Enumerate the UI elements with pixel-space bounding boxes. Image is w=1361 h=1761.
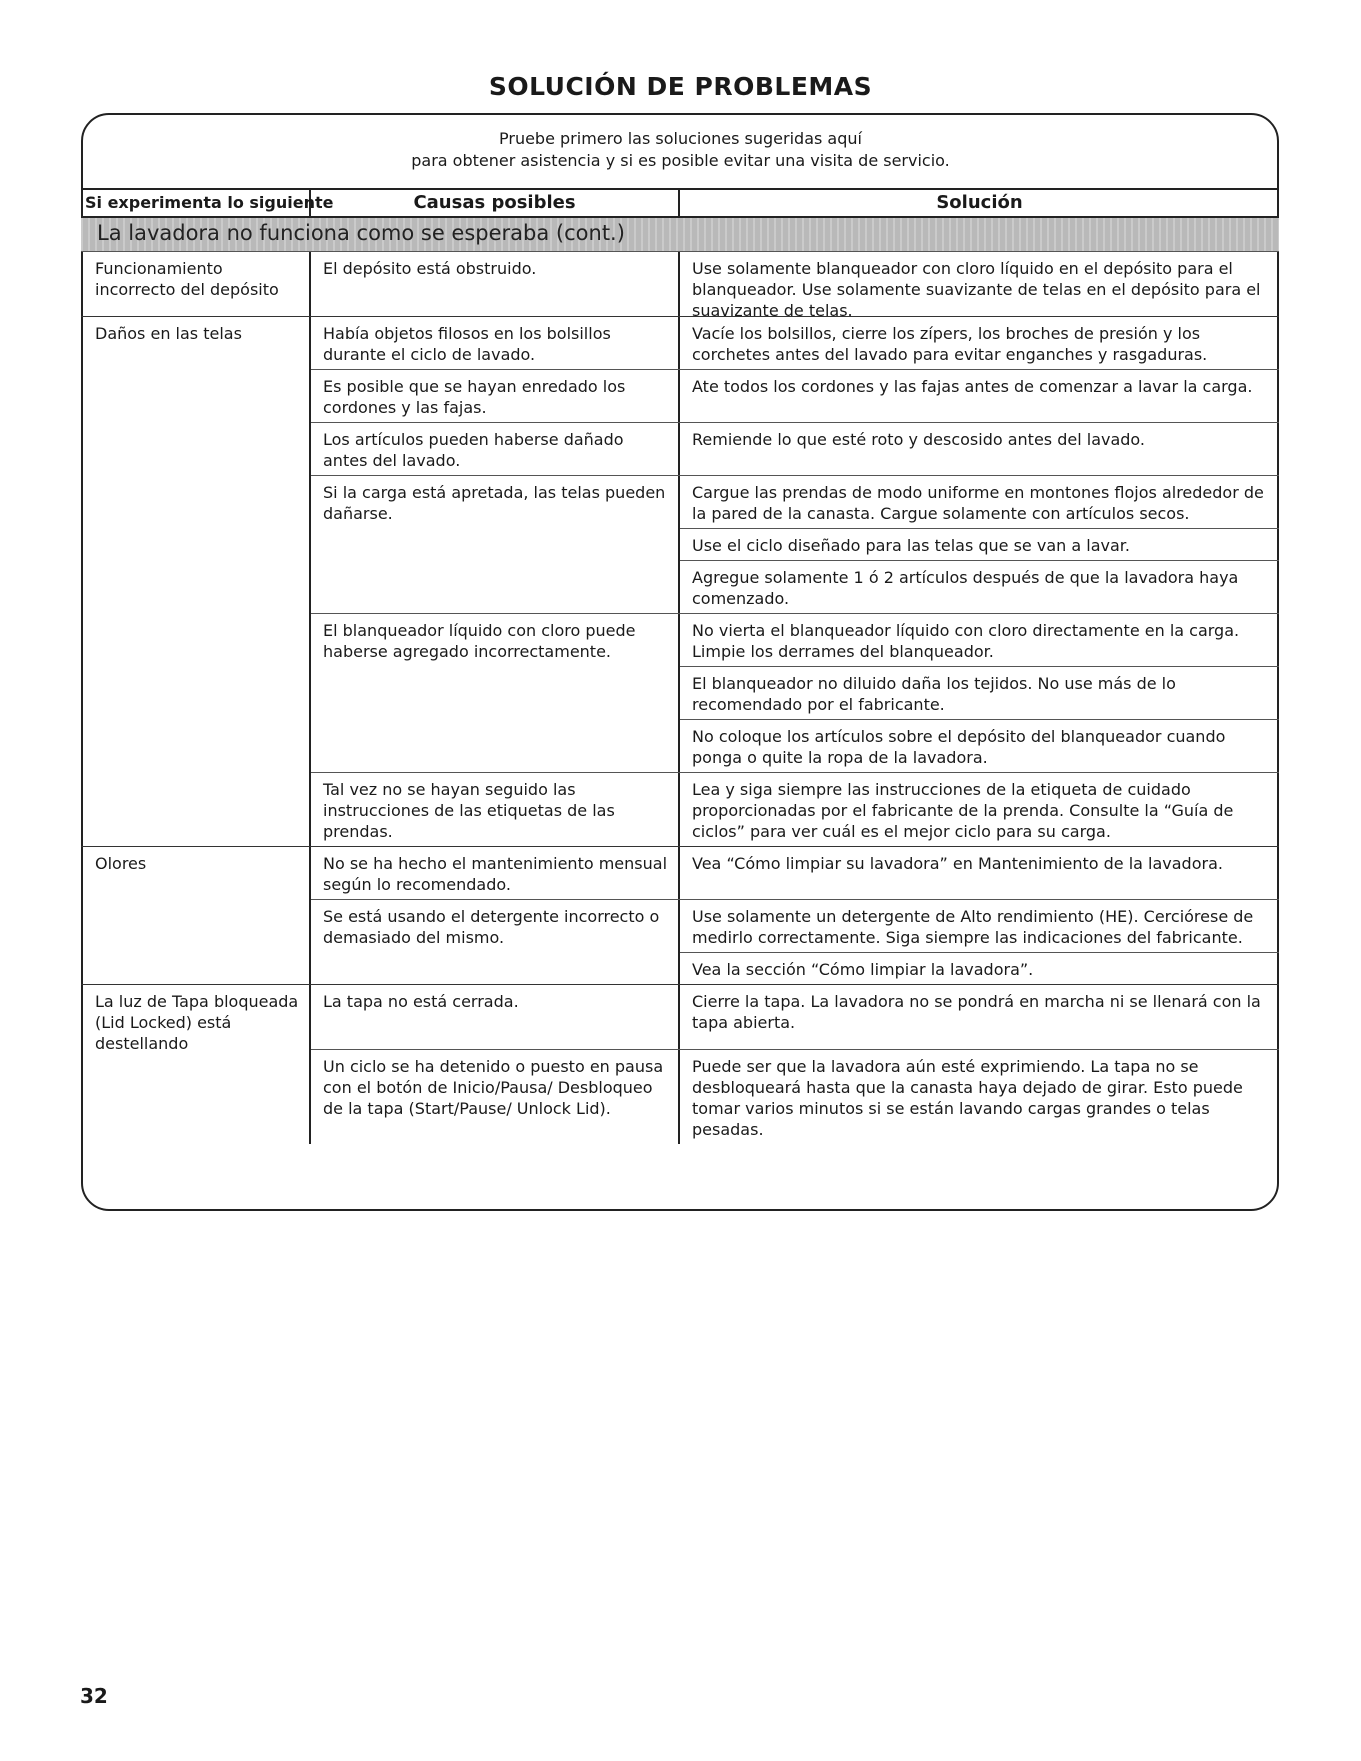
solution-text: Agregue solamente 1 ó 2 artículos después de que la lavadora haya comenzado.: [692, 568, 1239, 608]
causes-column: [311, 317, 1279, 846]
solution-text: Cargue las prendas de modo uniforme en montones flojos alrededor de la pared de la canasta. Cargue solamente con artículos secos.: [680, 476, 1279, 529]
header-solution: Solución: [936, 192, 1023, 213]
solution-text: Vacíe los bolsillos, cierre los zípers, los broches de presión y los corchetes antes del lavado para evitar enganches y rasgaduras.: [692, 324, 1208, 364]
solution-text: Vea “Cómo limpiar su lavadora” en Mantenimiento de la lavadora.: [692, 854, 1223, 873]
solutions-cell: [680, 985, 1279, 1049]
troubleshooting-table: [81, 188, 1279, 1144]
intro-line-1: Pruebe primero las soluciones sugeridas aquí: [499, 129, 862, 148]
symptom-cell: Olores: [81, 847, 311, 984]
cause-row: [311, 900, 1279, 984]
cause-row: [311, 985, 1279, 1050]
cause-row: [311, 252, 1279, 320]
cause-row: [311, 1050, 1279, 1144]
header-symptom: Si experimenta lo siguiente: [81, 190, 311, 216]
cause-cell: Los artículos pueden haberse dañado antes del lavado.: [311, 423, 680, 475]
causes-column: [311, 985, 1279, 1144]
problem-group: [81, 847, 1279, 985]
cause-row: [311, 847, 1279, 900]
intro-text: [0, 128, 1361, 172]
cause-cell: Un ciclo se ha detenido o puesto en pausa con el botón de Inicio/Pausa/ Desbloqueo de la tapa (Start/Pause/ Unlock Lid).: [311, 1050, 680, 1144]
intro-line-2: para obtener asistencia y si es posible evitar una visita de servicio.: [411, 151, 950, 170]
solutions-cell: [680, 476, 1279, 613]
solutions-cell: [680, 773, 1279, 846]
solution-text: No coloque los artículos sobre el depósito del blanqueador cuando ponga o quite la ropa de la lavadora.: [692, 727, 1226, 767]
cause-cell: El depósito está obstruido.: [311, 252, 680, 316]
solutions-cell: [680, 1050, 1279, 1144]
solutions-cell: [680, 370, 1279, 422]
section-band-label: La lavadora no funciona como se esperaba (cont.): [97, 221, 625, 245]
solution-text: Lea y siga siempre las instrucciones de la etiqueta de cuidado proporcionadas por el fabricante de la prenda. Consulte la “Guía de ciclos” para ver cuál es el mejor ciclo para su carga.: [692, 780, 1234, 841]
solution-text: Ate todos los cordones y las fajas antes de comenzar a lavar la carga.: [692, 377, 1253, 396]
symptom-cell: Funcionamiento incorrecto del depósito: [81, 252, 311, 316]
solutions-cell: [680, 900, 1279, 984]
cause-cell: Tal vez no se hayan seguido las instrucciones de las etiquetas de las prendas.: [311, 773, 680, 846]
solutions-cell: [680, 317, 1279, 369]
symptom-cell: Daños en las telas: [81, 317, 311, 846]
problem-group: [81, 985, 1279, 1144]
solution-text: Use solamente blanqueador con cloro líquido en el depósito para el blanqueador. Use solamente suavizante de telas en el depósito para el suavizante de telas.: [692, 259, 1261, 320]
cause-cell: Había objetos filosos en los bolsillos durante el ciclo de lavado.: [311, 317, 680, 369]
solution-text: Puede ser que la lavadora aún esté exprimiendo. La tapa no se desbloqueará hasta que la canasta haya dejado de girar. Esto puede tomar varios minutos si se están lavando cargas grandes o telas pesadas.: [692, 1057, 1243, 1139]
cause-cell: El blanqueador líquido con cloro puede haberse agregado incorrectamente.: [311, 614, 680, 772]
solutions-cell: [680, 614, 1279, 772]
solutions-cell: [680, 252, 1279, 320]
cause-cell: Se está usando el detergente incorrecto o demasiado del mismo.: [311, 900, 680, 984]
section-band: [81, 218, 1279, 252]
solution-text: No vierta el blanqueador líquido con cloro directamente en la carga. Limpie los derrames del blanqueador.: [680, 614, 1279, 667]
solution-text: Cierre la tapa. La lavadora no se pondrá en marcha ni se llenará con la tapa abierta.: [692, 992, 1261, 1032]
header-causes: Causas posibles: [311, 190, 680, 216]
causes-column: [311, 252, 1279, 320]
solutions-cell: [680, 847, 1279, 899]
solution-text: Vea la sección “Cómo limpiar la lavadora”.: [692, 960, 1034, 979]
page-number: 32: [80, 1684, 108, 1708]
table-header: [81, 188, 1279, 218]
cause-cell: Es posible que se hayan enredado los cordones y las fajas.: [311, 370, 680, 422]
symptom-cell: La luz de Tapa bloqueada (Lid Locked) está destellando: [81, 985, 311, 1144]
cause-cell: Si la carga está apretada, las telas pueden dañarse.: [311, 476, 680, 613]
solution-text: Remiende lo que esté roto y descosido antes del lavado.: [692, 430, 1146, 449]
solution-text: Use solamente un detergente de Alto rendimiento (HE). Cerciórese de medirlo correctamente. Siga siempre las indicaciones del fabricante.: [680, 900, 1279, 953]
cause-row: [311, 773, 1279, 846]
problem-group: [81, 252, 1279, 320]
solutions-cell: [680, 423, 1279, 475]
cause-cell: La tapa no está cerrada.: [311, 985, 680, 1049]
cause-row: [311, 614, 1279, 773]
cause-row: [311, 476, 1279, 614]
cause-row: [311, 370, 1279, 423]
cause-row: [311, 317, 1279, 370]
page-title: SOLUCIÓN DE PROBLEMAS: [488, 72, 873, 101]
solution-text: Use el ciclo diseñado para las telas que se van a lavar.: [680, 529, 1279, 561]
solution-text: El blanqueador no diluido daña los tejidos. No use más de lo recomendado por el fabricante.: [680, 667, 1279, 720]
causes-column: [311, 847, 1279, 984]
problem-group: [81, 317, 1279, 847]
cause-row: [311, 423, 1279, 476]
cause-cell: No se ha hecho el mantenimiento mensual según lo recomendado.: [311, 847, 680, 899]
